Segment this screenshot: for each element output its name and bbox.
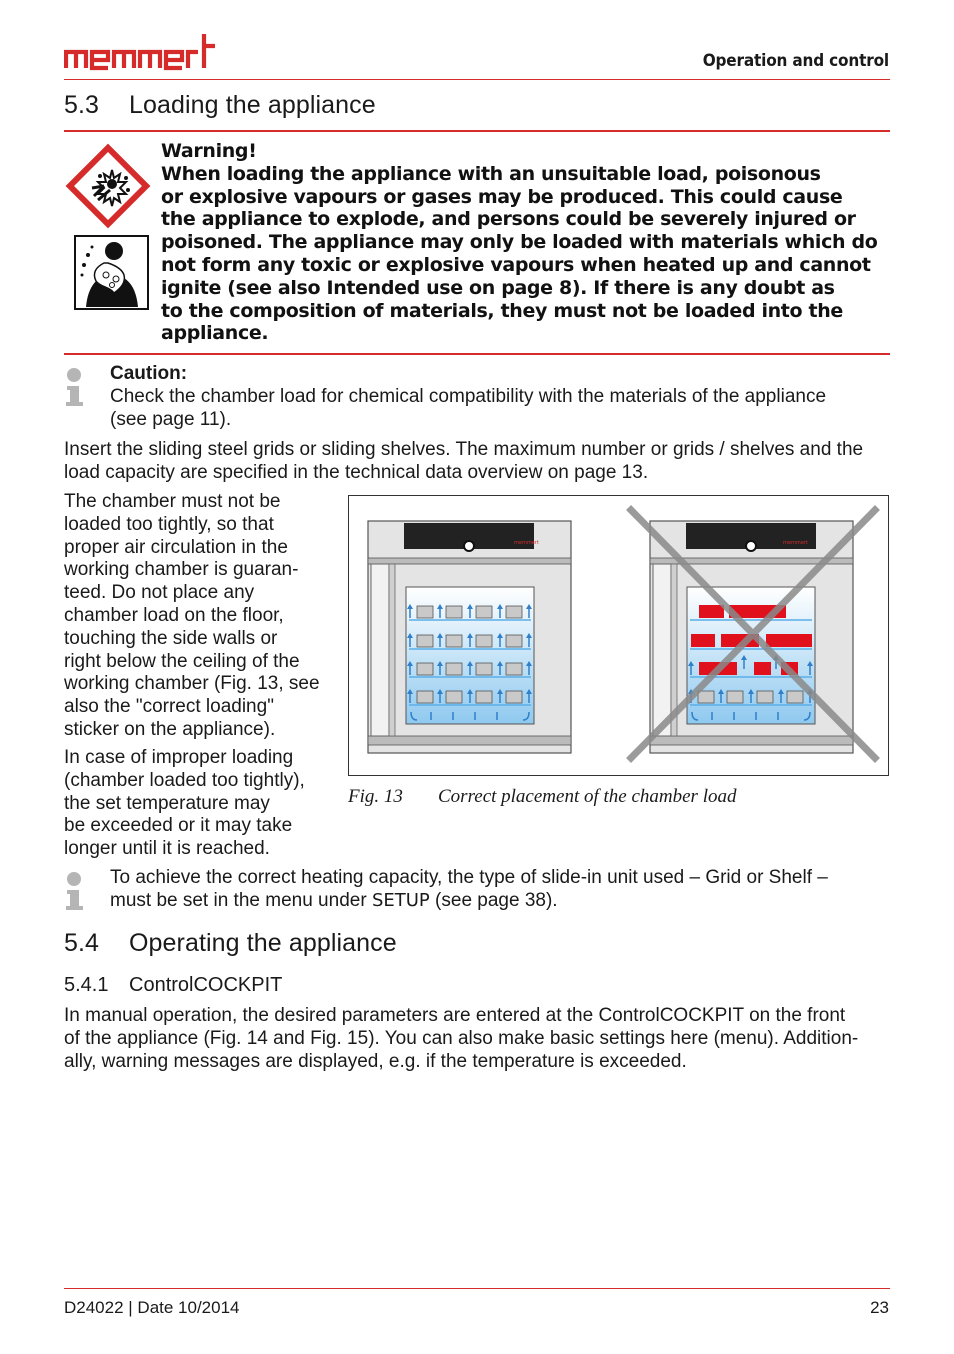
info-slide-in-block: [110, 867, 890, 913]
paragraph-line: ally, warning messages are displayed, e.g. if the temperature is exceeded.: [64, 1050, 687, 1072]
paragraph-line: working chamber is guaran-: [64, 559, 299, 581]
setup-menu-label: SETUP: [371, 889, 430, 911]
paragraph-line: In manual operation, the desired parameters are entered at the ControlCOCKPIT on the front: [64, 1005, 846, 1026]
info-line: To achieve the correct heating capacity, the type of slide-in unit used – Grid or Shelf –: [110, 867, 828, 888]
paragraph-line: be exceeded or it may take: [64, 815, 293, 837]
caution-line: (see page 11).: [110, 408, 232, 430]
subsection-heading-5-4-1: [64, 974, 282, 997]
paragraph-line: longer until it is reached.: [64, 838, 270, 860]
paragraph-line: sticker on the appliance).: [64, 718, 276, 740]
caution-line: Check the chamber load for chemical compatibility with the materials of the appliance: [110, 385, 827, 407]
figure-caption-text: Correct placement of the chamber load: [438, 786, 737, 807]
warning-line: to the composition of materials, they must not be loaded into the: [161, 299, 843, 322]
section-heading-5-3: [64, 91, 376, 120]
warning-line: poisoned. The appliance may only be loaded with materials which do: [161, 231, 878, 254]
warning-line: not form any toxic or explosive vapours when heated up and cannot: [161, 253, 871, 276]
paragraph-line: right below the ceiling of the: [64, 650, 300, 672]
memmert-logo: [64, 32, 216, 72]
toxic-vapour-icon: [74, 235, 149, 310]
paragraph-line: touching the side walls or: [64, 627, 278, 649]
section-heading-5-4: [64, 929, 397, 958]
footer-rule: [64, 1288, 890, 1289]
figure-13: [348, 495, 889, 776]
figure-number: Fig. 13: [348, 786, 403, 807]
paragraph-line: chamber load on the floor,: [64, 604, 284, 626]
info-icon: [64, 366, 86, 410]
footer-document-info: D24022 | Date 10/2014: [64, 1298, 240, 1317]
chamber-paragraph: [64, 491, 339, 742]
subsection-number: 5.4.1: [64, 974, 109, 996]
paragraph-line: The chamber must not be: [64, 491, 281, 512]
warning-top-rule: [64, 130, 890, 132]
warning-bottom-rule: [64, 353, 890, 355]
section-title: Loading the appliance: [129, 91, 376, 119]
paragraph-line: loaded too tightly, so that: [64, 513, 274, 535]
page-number: 23: [870, 1298, 889, 1317]
caution-block: [110, 363, 890, 431]
warning-line: or explosive vapours or gases may be produced. This could cause: [161, 185, 843, 208]
figure-13-illustration: [349, 496, 888, 775]
subsection-title: ControlCOCKPIT: [129, 974, 283, 996]
info-line-text: must be set in the menu under: [110, 889, 372, 911]
paragraph-line: load capacity are specified in the technical data overview on page 13.: [64, 461, 649, 483]
section-number: 5.3: [64, 91, 100, 119]
paragraph-line: the set temperature may: [64, 792, 270, 814]
paragraph-line: working chamber (Fig. 13, see: [64, 673, 320, 695]
warning-line: When loading the appliance with an unsuitable load, poisonous: [161, 162, 821, 185]
warning-heading: Warning!: [161, 140, 257, 162]
incorrect-loading-appliance: [631, 510, 875, 758]
warning-line: the appliance to explode, and persons could be severely injured or: [161, 208, 856, 231]
warning-line: ignite (see also Intended use on page 8). If there is any doubt as: [161, 276, 835, 299]
header-rule: [64, 79, 890, 80]
paragraph-line: In case of improper loading: [64, 747, 294, 768]
warning-block: [161, 140, 891, 345]
paragraph-line: Insert the sliding steel grids or sliding shelves. The maximum number or grids / shelves and the: [64, 439, 864, 460]
info-line: [110, 890, 890, 913]
warning-line: appliance.: [161, 322, 269, 345]
paragraph-line: (chamber loaded too tightly),: [64, 769, 305, 791]
header-section-title: Operation and control: [702, 51, 889, 71]
section-title: Operating the appliance: [129, 929, 397, 957]
info-icon: [64, 870, 86, 914]
improper-loading-paragraph: [64, 747, 339, 861]
insert-paragraph: [64, 439, 890, 485]
appliance-logo: memmert: [514, 540, 539, 546]
explosive-hazard-icon: [64, 142, 152, 230]
paragraph-line: proper air circulation in the: [64, 536, 288, 558]
paragraph-line: also the "correct loading": [64, 696, 274, 718]
figure-caption: [348, 786, 736, 808]
paragraph-line: teed. Do not place any: [64, 582, 255, 604]
paragraph-line: of the appliance (Fig. 14 and Fig. 15). You can also make basic settings here (menu). Addition-: [64, 1027, 859, 1049]
controlcockpit-paragraph: [64, 1005, 890, 1073]
appliance-logo: memmert: [783, 540, 808, 546]
correct-loading-appliance: [368, 521, 571, 753]
caution-heading: Caution:: [110, 363, 188, 384]
info-line-text: (see page 38).: [429, 889, 558, 911]
section-number: 5.4: [64, 929, 100, 957]
